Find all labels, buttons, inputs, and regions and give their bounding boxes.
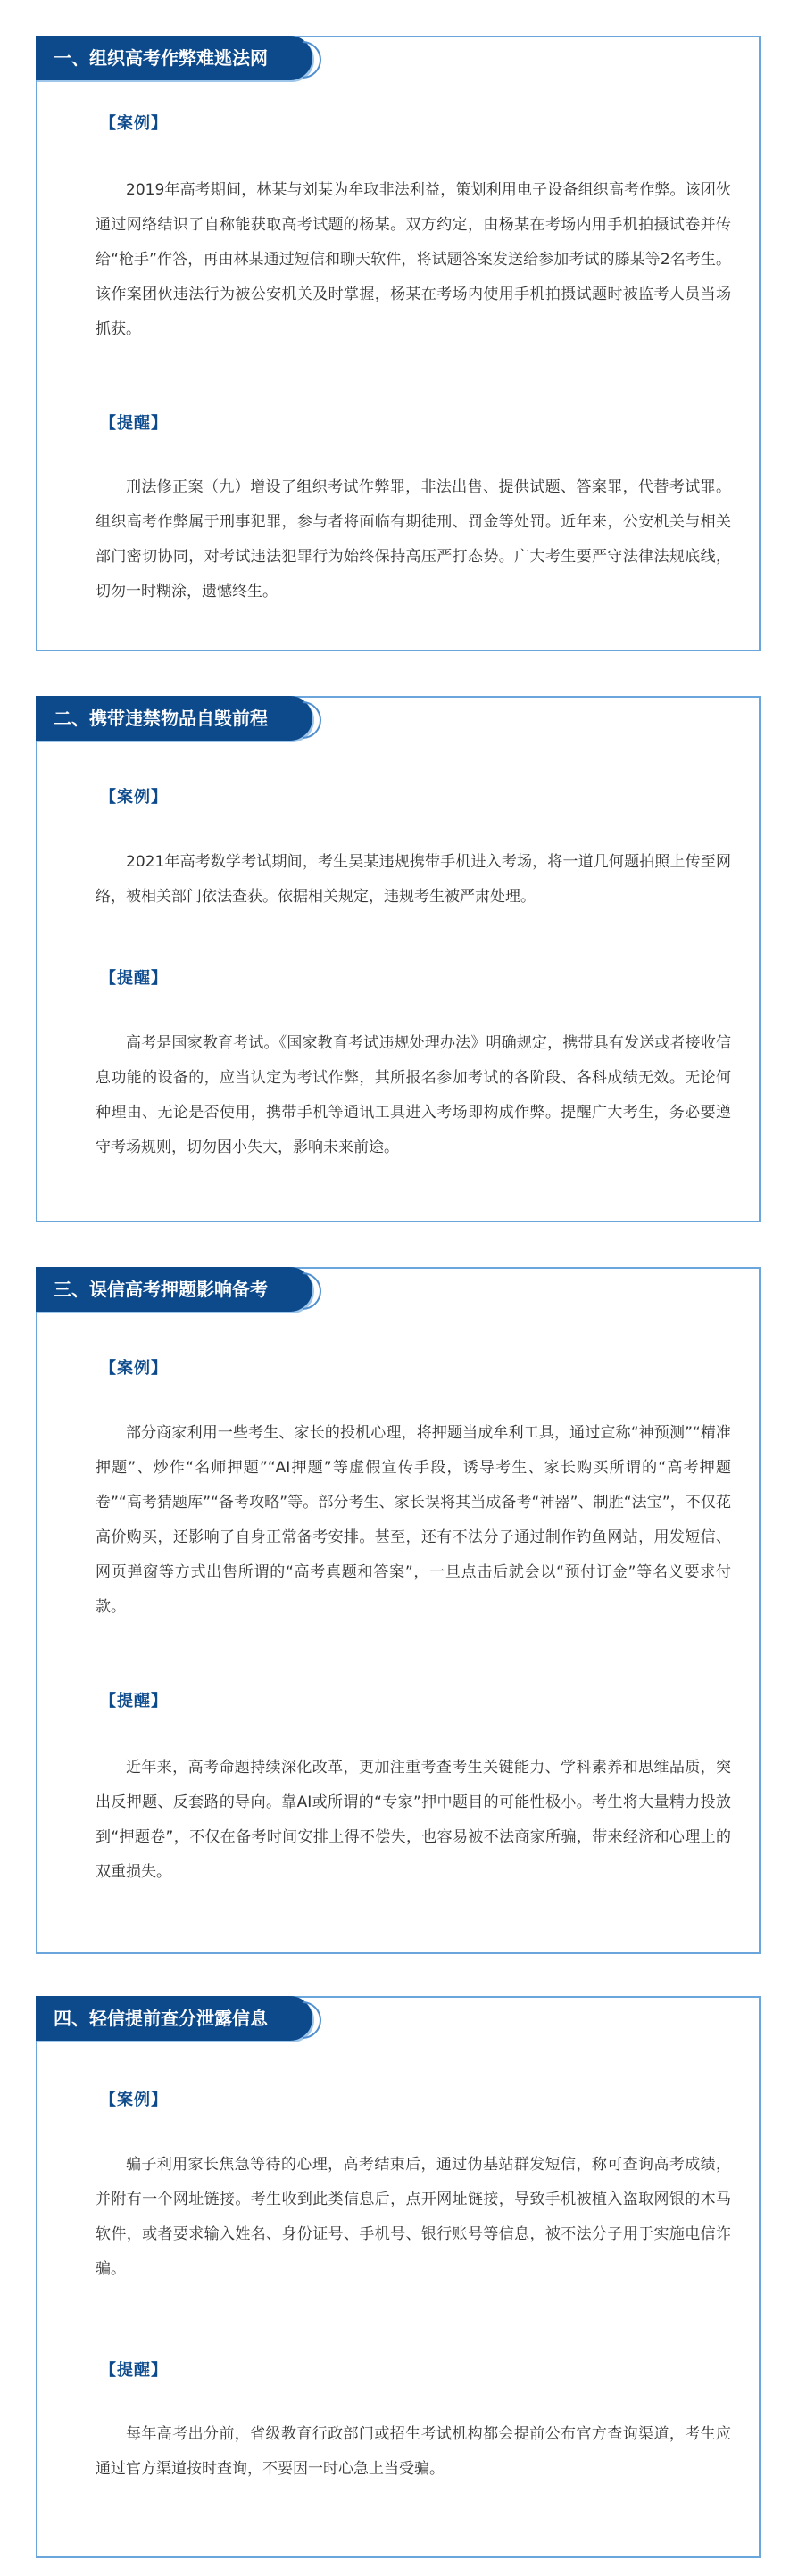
case-tag: 【案例】: [100, 1359, 168, 1378]
remind-text: 高考是国家教育考试。《国家教育考试违规处理办法》明确规定，携带具有发送或者接收信息功能的设备的，应当认定为考试作弊，其所报名参加考试的各阶段、各科成绩无效。无论何种理由、无论是否使用，携带手机等通讯工具进入考场即构成作弊。提醒广大考生，务必要遵守考场规则，切勿因小失大，影响未来前途。: [96, 1034, 731, 1156]
case-text: 2019年高考期间，林某与刘某为牟取非法利益，策划利用电子设备组织高考作弊。该团伙通过网络结识了自称能获取高考试题的杨某。双方约定，由杨某在考场内用手机拍摄试卷并传给“枪手”作答，再由林某通过短信和聊天软件，将试题答案发送给参加考试的滕某等2名考生。该作案团伙违法行为被公安机关及时掌握，杨某在考场内使用手机拍摄试题时被监考人员当场抓获。: [96, 181, 731, 338]
section-title: 一、组织高考作弊难逃法网: [36, 36, 312, 80]
remind-text: 近年来，高考命题持续深化改革，更加注重考查考生关键能力、学科素养和思维品质，突出反押题、反套路的导向。靠AI或所谓的“专家”押中题目的可能性极小。考生将大量精力投放到“押题卷”，不仅在备考时间安排上得不偿失，也容易被不法商家所骗，带来经济和心理上的双重损失。: [96, 1759, 731, 1881]
section-1: [36, 36, 761, 651]
remind-text: 每年高考出分前，省级教育行政部门或招生考试机构都会提前公布官方查询渠道，考生应通过官方渠道按时查询，不要因一时心急上当受骗。: [96, 2425, 731, 2478]
remind-tag: 【提醒】: [100, 969, 168, 988]
case-tag: 【案例】: [100, 2091, 168, 2109]
section-title: 三、误信高考押题影响备考: [36, 1267, 312, 1312]
case-tag: 【案例】: [100, 788, 168, 807]
section-2: [36, 696, 761, 1222]
case-text: 骗子利用家长焦急等待的心理，高考结束后，通过伪基站群发短信，称可查询高考成绩，并附有一个网址链接。考生收到此类信息后，点开网址链接，导致手机被植入盗取网银的木马软件，或者要求输入姓名、身份证号、手机号、银行账号等信息，被不法分子用于实施电信诈骗。: [96, 2156, 731, 2278]
remind-text: 刑法修正案（九）增设了组织考试作弊罪，非法出售、提供试题、答案罪，代替考试罪。组织高考作弊属于刑事犯罪，参与者将面临有期徒刑、罚金等处罚。近年来，公安机关与相关部门密切协同，对考试违法犯罪行为始终保持高压严打态势。广大考生要严守法律法规底线，切勿一时糊涂，遗憾终生。: [96, 478, 731, 601]
case-text: 部分商家利用一些考生、家长的投机心理，将押题当成牟利工具，通过宣称“神预测”“精准押题”、炒作“名师押题”“AI押题”等虚假宣传手段，诱导考生、家长购买所谓的“高考押题卷”“高考猜题库”“备考攻略”等。部分考生、家长误将其当成备考“神器”、制胜“法宝”，不仅花高价购买，还影响了自身正常备考安排。甚至，还有不法分子通过制作钓鱼网站，用发短信、网页弹窗等方式出售所谓的“高考真题和答案”，一旦点击后就会以“预付订金”等名义要求付款。: [96, 1424, 731, 1616]
section-3: [36, 1267, 761, 1954]
remind-tag: 【提醒】: [100, 1692, 168, 1710]
section-title: 四、轻信提前查分泄露信息: [36, 1996, 312, 2041]
case-text: 2021年高考数学考试期间，考生吴某违规携带手机进入考场，将一道几何题拍照上传至网络，被相关部门依法查获。依据相关规定，违规考生被严肃处理。: [96, 853, 731, 906]
remind-tag: 【提醒】: [100, 414, 168, 433]
section-4: [36, 1996, 761, 2558]
remind-tag: 【提醒】: [100, 2361, 168, 2380]
case-tag: 【案例】: [100, 114, 168, 133]
section-title: 二、携带违禁物品自毁前程: [36, 696, 312, 741]
